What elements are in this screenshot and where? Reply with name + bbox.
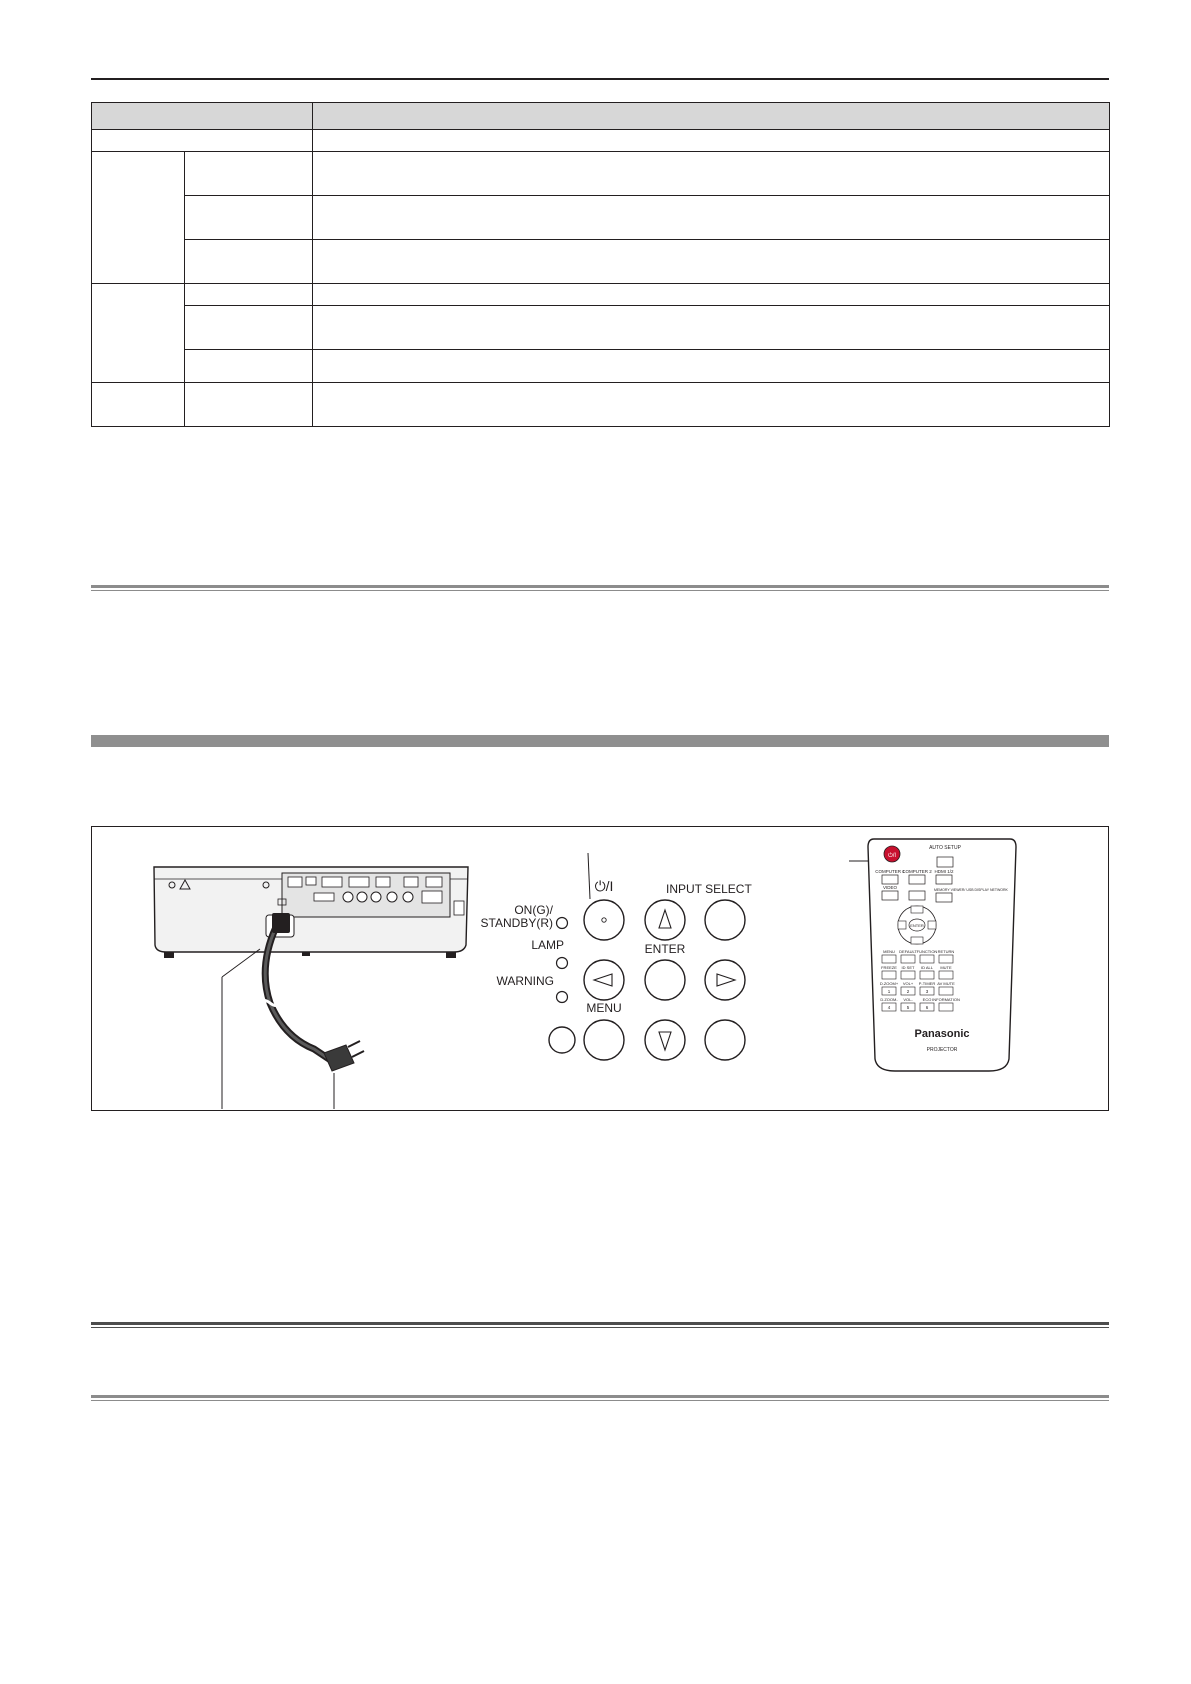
menu-label: MENU xyxy=(586,1001,622,1015)
power-symbol-label: ⏻/I xyxy=(594,878,614,894)
remote-button-label: COMPUTER 1 xyxy=(875,869,905,874)
remote-id-set-button[interactable] xyxy=(901,971,915,979)
table-group-cell xyxy=(92,284,185,383)
remote-enter-label: ENTER xyxy=(910,923,924,928)
remote-button-label: VIDEO xyxy=(882,885,898,890)
panel-right-lower-button[interactable] xyxy=(705,1020,745,1060)
enter-button[interactable] xyxy=(645,960,685,1000)
table-cell xyxy=(313,152,1110,196)
remote-button-label: RETURN xyxy=(937,949,955,954)
remote-button-label: MUTE xyxy=(940,965,952,970)
remote-control-illustration xyxy=(849,839,1016,1071)
table-row xyxy=(92,350,1110,383)
remote-button-label: MENU xyxy=(883,949,895,954)
warning-indicator-led xyxy=(557,992,568,1003)
remote-button-label: ID ALL xyxy=(920,965,934,970)
remote-computer2-button[interactable] xyxy=(909,875,925,884)
power-button[interactable] xyxy=(584,900,624,940)
remote-computer1-button[interactable] xyxy=(882,875,898,884)
table-cell xyxy=(313,284,1110,306)
table-cell xyxy=(185,284,313,306)
remote-button-label: DEFAULT xyxy=(899,949,917,954)
on-standby-label: ON(G)/ STANDBY(R) xyxy=(480,903,553,930)
remote-number-label: 3 xyxy=(925,989,929,994)
power-on-figure xyxy=(91,826,1109,1111)
remote-right-button[interactable] xyxy=(928,921,936,929)
table-cell xyxy=(185,152,313,196)
remote-information-button[interactable] xyxy=(939,1003,953,1011)
lamp-indicator-led xyxy=(557,958,568,969)
table-cell xyxy=(313,240,1110,284)
remote-return-button[interactable] xyxy=(939,955,953,963)
remote-button-label: D.ZOOM- xyxy=(880,997,898,1002)
remote-button-label: FUNCTION xyxy=(916,949,938,954)
remote-av-mute-button[interactable] xyxy=(939,987,953,995)
table-group-cell xyxy=(92,383,185,427)
lamp-label: LAMP xyxy=(531,938,564,952)
table-cell xyxy=(313,306,1110,350)
remote-button-label: MEMORY VIEWER/ USB DISPLAY NETWORK xyxy=(934,888,1008,892)
remote-dpad xyxy=(898,906,936,944)
indicator-status-table xyxy=(91,102,1110,427)
remote-auto-setup-button[interactable] xyxy=(937,857,953,867)
remote-button-label: HDMI 1/2 xyxy=(934,869,954,874)
power-indicator-led xyxy=(557,918,568,929)
table-row xyxy=(92,152,1110,196)
menu-button[interactable] xyxy=(584,1020,624,1060)
table-row xyxy=(92,196,1110,240)
table-cell xyxy=(313,350,1110,383)
table-cell xyxy=(313,383,1110,427)
remote-function-button[interactable] xyxy=(920,955,934,963)
remote-default-button[interactable] xyxy=(901,955,915,963)
remote-up-button[interactable] xyxy=(911,906,923,913)
table-header-cell xyxy=(92,103,313,130)
remote-mute-button[interactable] xyxy=(939,971,953,979)
remote-video-button[interactable] xyxy=(882,891,898,900)
right-button[interactable] xyxy=(705,960,745,1000)
remote-button-label: VOL+ xyxy=(902,981,914,986)
table-row xyxy=(92,383,1110,427)
input-select-button[interactable] xyxy=(705,900,745,940)
table-row xyxy=(92,284,1110,306)
table-row xyxy=(92,130,1110,152)
table-header-cell xyxy=(313,103,1110,130)
note-rule xyxy=(91,1395,1109,1402)
remote-freeze-button[interactable] xyxy=(882,971,896,979)
table-cell xyxy=(313,196,1110,240)
table-row xyxy=(92,240,1110,284)
remote-blank-button[interactable] xyxy=(909,891,925,900)
remote-number-label: 4 xyxy=(887,1005,891,1010)
table-cell xyxy=(185,240,313,284)
remote-button-label: P-TIMER xyxy=(918,981,936,986)
remote-button-label: VOL- xyxy=(903,997,913,1002)
remote-hdmi-button[interactable] xyxy=(936,875,952,884)
svg-text:⏻/I: ⏻/I xyxy=(887,853,897,859)
remote-number-label: 2 xyxy=(906,989,910,994)
down-button[interactable] xyxy=(645,1020,685,1060)
enter-label: ENTER xyxy=(644,942,686,956)
left-button[interactable] xyxy=(584,960,624,1000)
remote-menu-button[interactable] xyxy=(882,955,896,963)
remote-down-button[interactable] xyxy=(911,937,923,944)
remote-memory-viewer-button[interactable] xyxy=(936,893,952,902)
input-select-label: INPUT SELECT xyxy=(666,882,752,896)
table-cell xyxy=(313,130,1110,152)
table-row xyxy=(92,306,1110,350)
remote-button-label: FREEZE xyxy=(881,965,897,970)
remote-button-label: ECO xyxy=(922,997,932,1002)
remote-button-row xyxy=(875,869,954,884)
table-group-cell xyxy=(92,152,185,284)
remote-number-label: 6 xyxy=(925,1005,929,1010)
remote-number-label: 1 xyxy=(887,989,891,994)
table-cell xyxy=(92,130,313,152)
projector-rear-illustration xyxy=(154,867,468,1109)
remote-auto-setup-label: AUTO SETUP xyxy=(929,845,961,851)
remote-left-button[interactable] xyxy=(898,921,906,929)
remote-button-label: ID SET xyxy=(901,965,915,970)
up-button[interactable] xyxy=(645,900,685,940)
note-rule xyxy=(91,1322,1109,1329)
remote-id-all-button[interactable] xyxy=(920,971,934,979)
remote-button-label: INFORMATION xyxy=(932,997,960,1002)
remote-brand-logo: Panasonic xyxy=(914,1028,970,1040)
table-cell xyxy=(185,306,313,350)
section-heading-bar xyxy=(91,735,1109,747)
control-panel-illustration xyxy=(481,853,753,1060)
table-header-row xyxy=(92,103,1110,130)
remote-number-label: 5 xyxy=(906,1005,910,1010)
table-cell xyxy=(185,350,313,383)
table-cell xyxy=(185,383,313,427)
note-rule xyxy=(91,585,1109,592)
panel-auxiliary-button[interactable] xyxy=(549,1027,575,1053)
remote-button-label: D.ZOOM+ xyxy=(879,981,899,986)
remote-button-label: AV MUTE xyxy=(937,981,955,986)
table-cell xyxy=(185,196,313,240)
warning-label: WARNING xyxy=(496,974,554,988)
header-rule xyxy=(91,78,1109,80)
remote-model-label: PROJECTOR xyxy=(926,1047,958,1053)
remote-button-label: COMPUTER 2 xyxy=(902,869,932,874)
